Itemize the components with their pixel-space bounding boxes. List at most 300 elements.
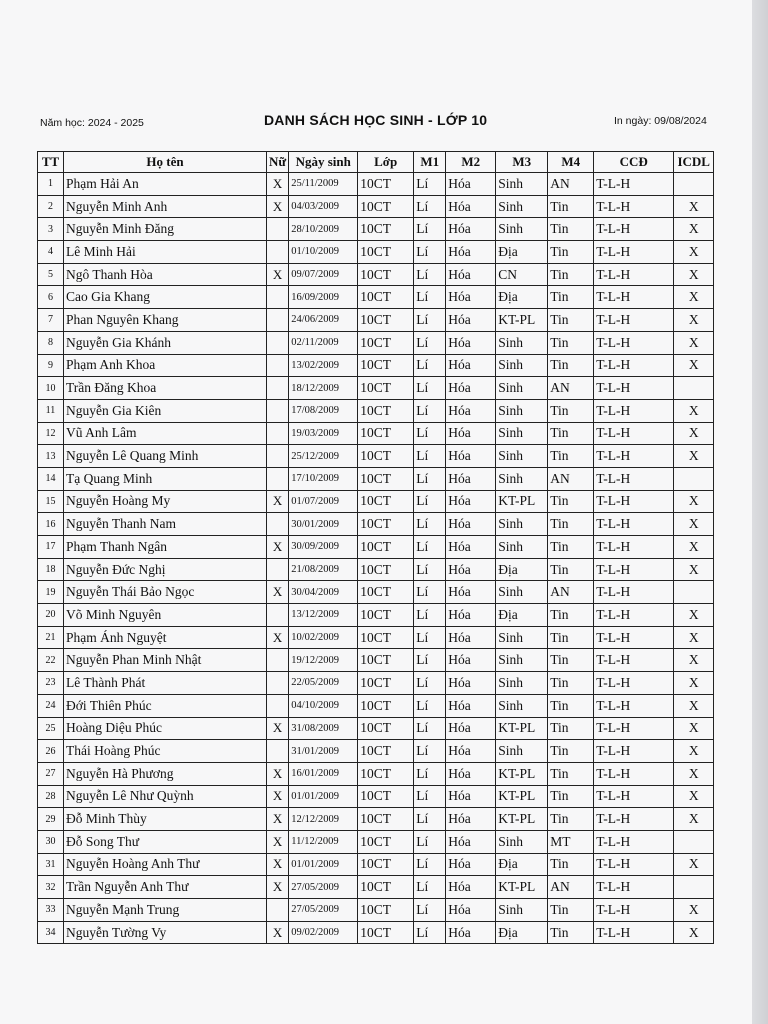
m4-cell: Tin <box>548 399 594 422</box>
table-row <box>38 422 714 445</box>
student-name: Nguyễn Minh Đăng <box>64 218 267 241</box>
student-name: Nguyễn Minh Anh <box>64 195 267 218</box>
icdl-cell: X <box>674 785 714 808</box>
class-cell: 10CT <box>358 694 414 717</box>
m1-cell: Lí <box>414 218 446 241</box>
row-number: 7 <box>38 309 64 332</box>
class-cell: 10CT <box>358 808 414 831</box>
birth-date: 30/01/2009 <box>289 513 358 536</box>
birth-date: 31/01/2009 <box>289 740 358 763</box>
row-number: 21 <box>38 626 64 649</box>
row-number: 17 <box>38 536 64 559</box>
birth-date: 19/03/2009 <box>289 422 358 445</box>
table-row <box>38 762 714 785</box>
class-cell: 10CT <box>358 513 414 536</box>
column-header: Họ tên <box>64 152 267 173</box>
icdl-cell: X <box>674 309 714 332</box>
m1-cell: Lí <box>414 490 446 513</box>
ccd-cell: T-L-H <box>594 762 674 785</box>
ccd-cell: T-L-H <box>594 218 674 241</box>
student-list-table <box>37 151 714 944</box>
female-mark <box>267 309 289 332</box>
icdl-cell: X <box>674 853 714 876</box>
m1-cell: Lí <box>414 740 446 763</box>
row-number: 28 <box>38 785 64 808</box>
student-name: Nguyễn Đức Nghị <box>64 558 267 581</box>
m2-cell: Hóa <box>446 218 496 241</box>
class-cell: 10CT <box>358 195 414 218</box>
ccd-cell: T-L-H <box>594 853 674 876</box>
class-cell: 10CT <box>358 604 414 627</box>
table-row <box>38 445 714 468</box>
table-row <box>38 581 714 604</box>
m4-cell: Tin <box>548 694 594 717</box>
table-row <box>38 490 714 513</box>
birth-date: 09/07/2009 <box>289 263 358 286</box>
ccd-cell: T-L-H <box>594 309 674 332</box>
class-cell: 10CT <box>358 785 414 808</box>
column-header: M2 <box>446 152 496 173</box>
row-number: 9 <box>38 354 64 377</box>
ccd-cell: T-L-H <box>594 876 674 899</box>
m3-cell: Sinh <box>496 422 548 445</box>
table-row <box>38 399 714 422</box>
row-number: 14 <box>38 467 64 490</box>
icdl-cell <box>674 377 714 400</box>
table-row <box>38 354 714 377</box>
female-mark <box>267 558 289 581</box>
row-number: 18 <box>38 558 64 581</box>
m3-cell: Sinh <box>496 694 548 717</box>
birth-date: 11/12/2009 <box>289 830 358 853</box>
m4-cell: AN <box>548 876 594 899</box>
m2-cell: Hóa <box>446 195 496 218</box>
table-row <box>38 899 714 922</box>
student-name: Vũ Anh Lâm <box>64 422 267 445</box>
m3-cell: Địa <box>496 604 548 627</box>
female-mark: X <box>267 876 289 899</box>
m2-cell: Hóa <box>446 536 496 559</box>
student-name: Nguyễn Gia Khánh <box>64 331 267 354</box>
ccd-cell: T-L-H <box>594 694 674 717</box>
m3-cell: Sinh <box>496 626 548 649</box>
female-mark <box>267 241 289 264</box>
m4-cell: Tin <box>548 808 594 831</box>
row-number: 25 <box>38 717 64 740</box>
class-cell: 10CT <box>358 536 414 559</box>
ccd-cell: T-L-H <box>594 626 674 649</box>
class-cell: 10CT <box>358 309 414 332</box>
m1-cell: Lí <box>414 467 446 490</box>
ccd-cell: T-L-H <box>594 808 674 831</box>
birth-date: 12/12/2009 <box>289 808 358 831</box>
birth-date: 01/01/2009 <box>289 785 358 808</box>
m1-cell: Lí <box>414 762 446 785</box>
female-mark <box>267 354 289 377</box>
m2-cell: Hóa <box>446 649 496 672</box>
student-name: Phạm Hải An <box>64 173 267 196</box>
class-cell: 10CT <box>358 921 414 944</box>
icdl-cell: X <box>674 717 714 740</box>
birth-date: 04/10/2009 <box>289 694 358 717</box>
icdl-cell: X <box>674 399 714 422</box>
student-name: Cao Gia Khang <box>64 286 267 309</box>
table-row <box>38 309 714 332</box>
ccd-cell: T-L-H <box>594 921 674 944</box>
table-row <box>38 808 714 831</box>
table-row <box>38 740 714 763</box>
m2-cell: Hóa <box>446 830 496 853</box>
female-mark: X <box>267 263 289 286</box>
m1-cell: Lí <box>414 694 446 717</box>
m4-cell: Tin <box>548 536 594 559</box>
m4-cell: Tin <box>548 354 594 377</box>
student-name: Tạ Quang Minh <box>64 467 267 490</box>
icdl-cell <box>674 581 714 604</box>
m2-cell: Hóa <box>446 899 496 922</box>
female-mark <box>267 672 289 695</box>
icdl-cell <box>674 830 714 853</box>
m1-cell: Lí <box>414 785 446 808</box>
birth-date: 09/02/2009 <box>289 921 358 944</box>
row-number: 8 <box>38 331 64 354</box>
m3-cell: Địa <box>496 241 548 264</box>
ccd-cell: T-L-H <box>594 830 674 853</box>
m2-cell: Hóa <box>446 377 496 400</box>
m3-cell: KT-PL <box>496 490 548 513</box>
student-name: Phạm Thanh Ngân <box>64 536 267 559</box>
m3-cell: Sinh <box>496 513 548 536</box>
student-name: Võ Minh Nguyên <box>64 604 267 627</box>
row-number: 32 <box>38 876 64 899</box>
class-cell: 10CT <box>358 467 414 490</box>
m4-cell: Tin <box>548 899 594 922</box>
table-row <box>38 921 714 944</box>
female-mark: X <box>267 173 289 196</box>
icdl-cell <box>674 173 714 196</box>
table-row <box>38 286 714 309</box>
row-number: 4 <box>38 241 64 264</box>
table-row <box>38 672 714 695</box>
ccd-cell: T-L-H <box>594 604 674 627</box>
icdl-cell: X <box>674 218 714 241</box>
m4-cell: Tin <box>548 717 594 740</box>
student-name: Thái Hoàng Phúc <box>64 740 267 763</box>
m3-cell: Sinh <box>496 354 548 377</box>
icdl-cell: X <box>674 536 714 559</box>
m4-cell: Tin <box>548 513 594 536</box>
birth-date: 25/11/2009 <box>289 173 358 196</box>
female-mark <box>267 399 289 422</box>
table-row <box>38 241 714 264</box>
row-number: 13 <box>38 445 64 468</box>
m1-cell: Lí <box>414 717 446 740</box>
m4-cell: Tin <box>548 218 594 241</box>
class-cell: 10CT <box>358 876 414 899</box>
icdl-cell: X <box>674 263 714 286</box>
icdl-cell: X <box>674 672 714 695</box>
m4-cell: Tin <box>548 195 594 218</box>
female-mark <box>267 467 289 490</box>
m2-cell: Hóa <box>446 399 496 422</box>
birth-date: 16/01/2009 <box>289 762 358 785</box>
icdl-cell: X <box>674 354 714 377</box>
ccd-cell: T-L-H <box>594 740 674 763</box>
m2-cell: Hóa <box>446 740 496 763</box>
table-row <box>38 694 714 717</box>
icdl-cell: X <box>674 649 714 672</box>
class-cell: 10CT <box>358 377 414 400</box>
row-number: 3 <box>38 218 64 241</box>
m2-cell: Hóa <box>446 354 496 377</box>
m1-cell: Lí <box>414 921 446 944</box>
icdl-cell: X <box>674 740 714 763</box>
row-number: 27 <box>38 762 64 785</box>
m1-cell: Lí <box>414 309 446 332</box>
m1-cell: Lí <box>414 399 446 422</box>
female-mark <box>267 604 289 627</box>
row-number: 12 <box>38 422 64 445</box>
icdl-cell <box>674 467 714 490</box>
icdl-cell: X <box>674 899 714 922</box>
m1-cell: Lí <box>414 649 446 672</box>
m4-cell: AN <box>548 581 594 604</box>
birth-date: 10/02/2009 <box>289 626 358 649</box>
ccd-cell: T-L-H <box>594 536 674 559</box>
student-name: Phạm Ánh Nguyệt <box>64 626 267 649</box>
m4-cell: Tin <box>548 331 594 354</box>
ccd-cell: T-L-H <box>594 377 674 400</box>
m1-cell: Lí <box>414 241 446 264</box>
birth-date: 13/02/2009 <box>289 354 358 377</box>
birth-date: 04/03/2009 <box>289 195 358 218</box>
row-number: 19 <box>38 581 64 604</box>
table-row <box>38 830 714 853</box>
m1-cell: Lí <box>414 445 446 468</box>
m4-cell: Tin <box>548 740 594 763</box>
m3-cell: Sinh <box>496 331 548 354</box>
m3-cell: Sinh <box>496 672 548 695</box>
page-edge <box>752 0 768 1024</box>
m1-cell: Lí <box>414 422 446 445</box>
female-mark: X <box>267 717 289 740</box>
birth-date: 01/01/2009 <box>289 853 358 876</box>
icdl-cell: X <box>674 604 714 627</box>
printed-date-label: In ngày: 09/08/2024 <box>614 115 707 127</box>
student-name: Nguyễn Tường Vy <box>64 921 267 944</box>
column-header: TT <box>38 152 64 173</box>
icdl-cell: X <box>674 490 714 513</box>
m1-cell: Lí <box>414 876 446 899</box>
row-number: 34 <box>38 921 64 944</box>
ccd-cell: T-L-H <box>594 399 674 422</box>
column-header: M4 <box>548 152 594 173</box>
m3-cell: Sinh <box>496 740 548 763</box>
female-mark: X <box>267 808 289 831</box>
student-name: Nguyễn Hà Phương <box>64 762 267 785</box>
icdl-cell: X <box>674 195 714 218</box>
ccd-cell: T-L-H <box>594 286 674 309</box>
female-mark <box>267 218 289 241</box>
icdl-cell: X <box>674 921 714 944</box>
table-row <box>38 558 714 581</box>
icdl-cell: X <box>674 241 714 264</box>
student-name: Nguyễn Phan Minh Nhật <box>64 649 267 672</box>
m2-cell: Hóa <box>446 263 496 286</box>
m2-cell: Hóa <box>446 717 496 740</box>
icdl-cell <box>674 876 714 899</box>
column-header: Nữ <box>267 152 289 173</box>
m4-cell: Tin <box>548 785 594 808</box>
icdl-cell: X <box>674 286 714 309</box>
birth-date: 28/10/2009 <box>289 218 358 241</box>
m1-cell: Lí <box>414 581 446 604</box>
m4-cell: Tin <box>548 286 594 309</box>
class-cell: 10CT <box>358 263 414 286</box>
m3-cell: Sinh <box>496 195 548 218</box>
class-cell: 10CT <box>358 354 414 377</box>
m3-cell: Địa <box>496 853 548 876</box>
m3-cell: Sinh <box>496 445 548 468</box>
table-row <box>38 604 714 627</box>
m1-cell: Lí <box>414 558 446 581</box>
m1-cell: Lí <box>414 830 446 853</box>
birth-date: 27/05/2009 <box>289 899 358 922</box>
female-mark: X <box>267 853 289 876</box>
birth-date: 13/12/2009 <box>289 604 358 627</box>
m3-cell: KT-PL <box>496 785 548 808</box>
class-cell: 10CT <box>358 331 414 354</box>
m4-cell: Tin <box>548 558 594 581</box>
class-cell: 10CT <box>358 558 414 581</box>
m2-cell: Hóa <box>446 309 496 332</box>
m3-cell: Sinh <box>496 399 548 422</box>
birth-date: 02/11/2009 <box>289 331 358 354</box>
birth-date: 31/08/2009 <box>289 717 358 740</box>
birth-date: 18/12/2009 <box>289 377 358 400</box>
table-header-row <box>38 152 714 173</box>
female-mark <box>267 331 289 354</box>
row-number: 33 <box>38 899 64 922</box>
student-name: Lê Minh Hải <box>64 241 267 264</box>
icdl-cell: X <box>674 513 714 536</box>
female-mark <box>267 513 289 536</box>
class-cell: 10CT <box>358 899 414 922</box>
m2-cell: Hóa <box>446 876 496 899</box>
icdl-cell: X <box>674 762 714 785</box>
class-cell: 10CT <box>358 173 414 196</box>
m2-cell: Hóa <box>446 694 496 717</box>
student-name: Trần Nguyễn Anh Thư <box>64 876 267 899</box>
table-row <box>38 626 714 649</box>
birth-date: 25/12/2009 <box>289 445 358 468</box>
column-header: CCĐ <box>594 152 674 173</box>
column-header: Ngày sinh <box>289 152 358 173</box>
birth-date: 30/04/2009 <box>289 581 358 604</box>
m1-cell: Lí <box>414 286 446 309</box>
m2-cell: Hóa <box>446 558 496 581</box>
m2-cell: Hóa <box>446 445 496 468</box>
birth-date: 17/10/2009 <box>289 467 358 490</box>
class-cell: 10CT <box>358 422 414 445</box>
m2-cell: Hóa <box>446 173 496 196</box>
female-mark: X <box>267 762 289 785</box>
school-year-label: Năm học: 2024 - 2025 <box>40 117 144 129</box>
ccd-cell: T-L-H <box>594 899 674 922</box>
m1-cell: Lí <box>414 173 446 196</box>
m2-cell: Hóa <box>446 422 496 445</box>
m2-cell: Hóa <box>446 513 496 536</box>
m3-cell: KT-PL <box>496 876 548 899</box>
female-mark: X <box>267 490 289 513</box>
table-body <box>38 173 714 944</box>
icdl-cell: X <box>674 445 714 468</box>
column-header: M3 <box>496 152 548 173</box>
m4-cell: AN <box>548 173 594 196</box>
row-number: 23 <box>38 672 64 695</box>
student-name: Nguyễn Thái Bảo Ngọc <box>64 581 267 604</box>
m1-cell: Lí <box>414 808 446 831</box>
table-row <box>38 853 714 876</box>
m3-cell: KT-PL <box>496 717 548 740</box>
female-mark: X <box>267 830 289 853</box>
table-row <box>38 377 714 400</box>
m4-cell: Tin <box>548 649 594 672</box>
m3-cell: KT-PL <box>496 309 548 332</box>
female-mark <box>267 899 289 922</box>
m4-cell: MT <box>548 830 594 853</box>
birth-date: 01/07/2009 <box>289 490 358 513</box>
ccd-cell: T-L-H <box>594 354 674 377</box>
row-number: 31 <box>38 853 64 876</box>
m4-cell: AN <box>548 467 594 490</box>
row-number: 6 <box>38 286 64 309</box>
student-name: Lê Thành Phát <box>64 672 267 695</box>
m4-cell: Tin <box>548 445 594 468</box>
table-row <box>38 467 714 490</box>
female-mark <box>267 286 289 309</box>
m3-cell: Sinh <box>496 649 548 672</box>
row-number: 5 <box>38 263 64 286</box>
column-header: M1 <box>414 152 446 173</box>
m2-cell: Hóa <box>446 672 496 695</box>
m3-cell: CN <box>496 263 548 286</box>
m4-cell: Tin <box>548 626 594 649</box>
m4-cell: Tin <box>548 762 594 785</box>
table-row <box>38 876 714 899</box>
class-cell: 10CT <box>358 740 414 763</box>
class-cell: 10CT <box>358 717 414 740</box>
student-name: Phạm Anh Khoa <box>64 354 267 377</box>
female-mark: X <box>267 921 289 944</box>
m2-cell: Hóa <box>446 853 496 876</box>
column-header: Lớp <box>358 152 414 173</box>
m1-cell: Lí <box>414 536 446 559</box>
m2-cell: Hóa <box>446 241 496 264</box>
icdl-cell: X <box>674 626 714 649</box>
icdl-cell: X <box>674 331 714 354</box>
m1-cell: Lí <box>414 377 446 400</box>
table-row <box>38 649 714 672</box>
birth-date: 19/12/2009 <box>289 649 358 672</box>
m4-cell: Tin <box>548 309 594 332</box>
m4-cell: Tin <box>548 672 594 695</box>
row-number: 2 <box>38 195 64 218</box>
class-cell: 10CT <box>358 490 414 513</box>
row-number: 29 <box>38 808 64 831</box>
m2-cell: Hóa <box>446 286 496 309</box>
m2-cell: Hóa <box>446 331 496 354</box>
